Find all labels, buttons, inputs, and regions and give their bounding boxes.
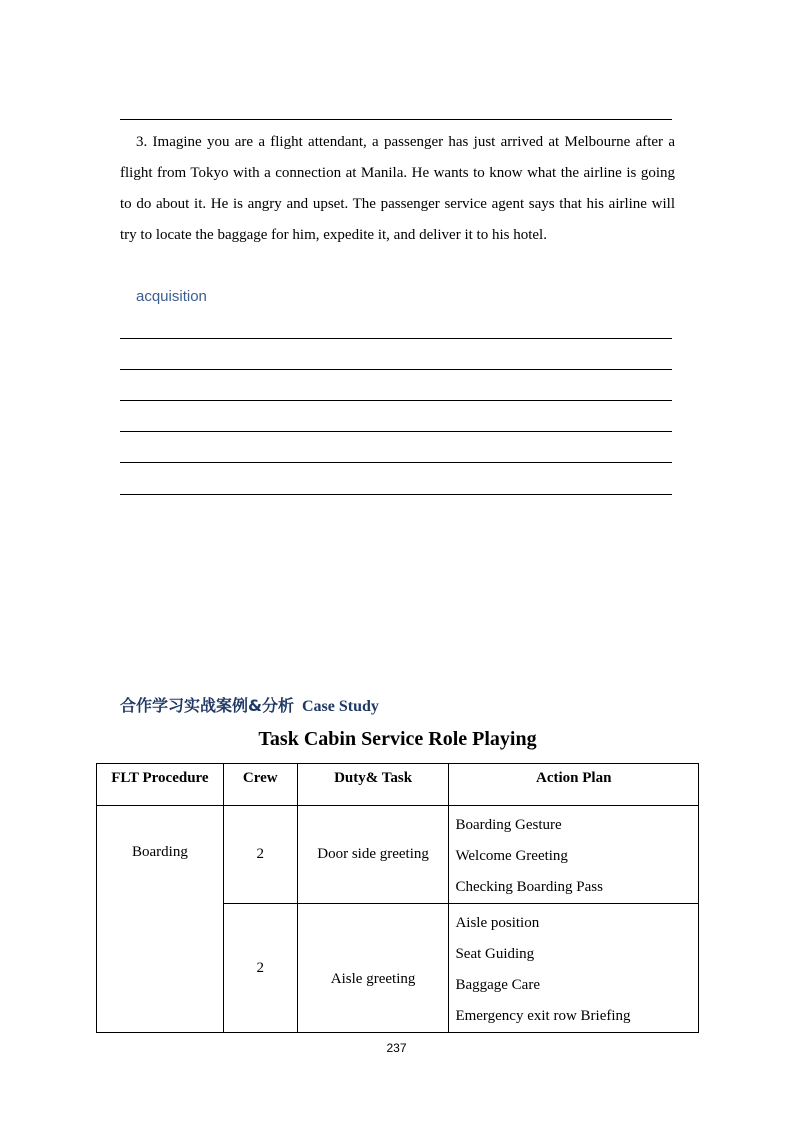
crew-cell: 2 bbox=[223, 806, 297, 904]
question-paragraph bbox=[120, 127, 675, 251]
role-play-table bbox=[96, 763, 699, 1033]
plan-item: Welcome Greeting bbox=[455, 848, 568, 864]
duty-cell: Door side greeting bbox=[297, 806, 449, 904]
plan-item: Baggage Care bbox=[455, 977, 540, 993]
section-heading bbox=[120, 693, 379, 716]
answer-line-6 bbox=[120, 494, 672, 495]
duty-cell bbox=[297, 904, 449, 1033]
answer-line-1 bbox=[120, 338, 672, 339]
section-heading-cn: 合作学习实战案例&分析 bbox=[120, 696, 294, 715]
acquisition-label: acquisition bbox=[136, 288, 207, 305]
crew-cell: 2 bbox=[223, 904, 297, 1033]
answer-line-3 bbox=[120, 400, 672, 401]
header-duty-task: Duty& Task bbox=[297, 764, 449, 806]
question-number: 3. bbox=[136, 134, 148, 150]
table-row bbox=[97, 806, 699, 904]
header-crew: Crew bbox=[223, 764, 297, 806]
header-flt-procedure: FLT Procedure bbox=[97, 764, 224, 806]
plan-item: Seat Guiding bbox=[455, 946, 535, 962]
plan-item: Emergency exit row Briefing bbox=[455, 1008, 631, 1024]
answer-line-4 bbox=[120, 431, 672, 432]
page-number: 237 bbox=[386, 1041, 407, 1055]
question-text: Imagine you are a flight attendant, a passenger has just arrived at Melbourne after a flight from Tokyo with a connection at Manila. He wants to know what the airline is going to do about it. He is angry and upset. The passenger service agent says that his airline will try to locate the baggage for him, expedite it, and deliver it to his hotel. bbox=[120, 134, 675, 243]
plan-item: Checking Boarding Pass bbox=[455, 879, 603, 895]
table-header-row bbox=[97, 764, 699, 806]
plan-item: Boarding Gesture bbox=[455, 817, 562, 833]
procedure-cell bbox=[97, 806, 224, 1033]
action-plan-cell bbox=[449, 806, 699, 904]
section-heading-en: Case Study bbox=[301, 698, 379, 715]
answer-line-2 bbox=[120, 369, 672, 370]
duty-text: Aisle greeting bbox=[330, 971, 416, 987]
answer-line-5 bbox=[120, 462, 672, 463]
plan-item: Aisle position bbox=[455, 915, 540, 931]
header-action-plan: Action Plan bbox=[449, 764, 699, 806]
procedure-boarding: Boarding bbox=[132, 844, 188, 860]
answer-line-top bbox=[120, 119, 672, 120]
table-title: Task Cabin Service Role Playing bbox=[258, 728, 537, 750]
action-plan-cell bbox=[449, 904, 699, 1033]
